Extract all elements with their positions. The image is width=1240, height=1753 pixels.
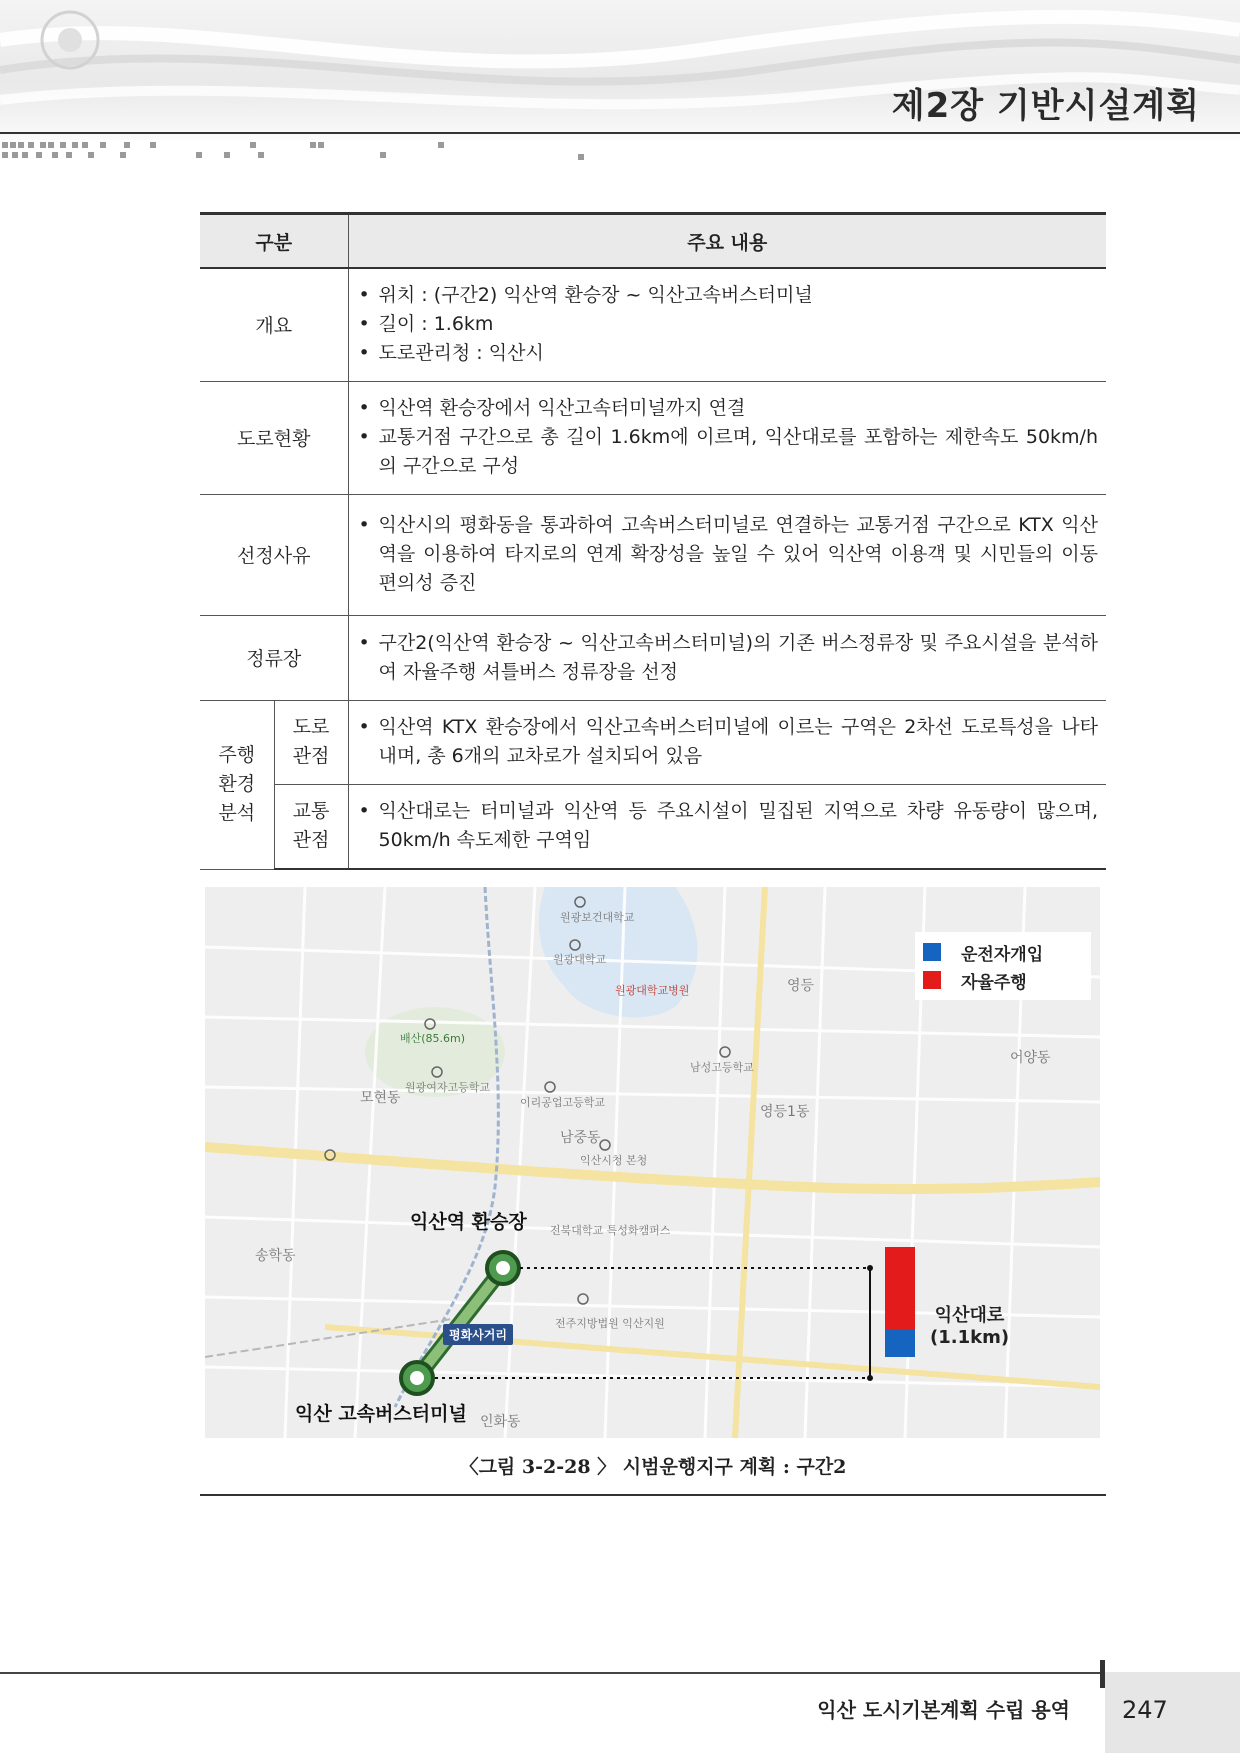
table-row-road-view (200, 700, 1106, 784)
place-label: 전주지방법원 익산지원 (555, 1317, 665, 1330)
place-label: 모현동 (360, 1090, 401, 1106)
row-label-road-status: 도로현황 (200, 381, 348, 494)
chapter-title: 제2장 기반시설계획 (891, 86, 1200, 126)
place-label: 배산(85.6m) (400, 1032, 466, 1045)
table-row-road-status (200, 381, 1106, 494)
plan-table (200, 212, 1106, 870)
page-header (0, 0, 1240, 140)
segment-label: 익산대로 (1.1km) (930, 1305, 1010, 1348)
map-legend (915, 932, 1091, 1000)
place-label: 영등 (787, 978, 815, 994)
place-label: 익산시청 본청 (580, 1154, 648, 1167)
list-item: • 익산역 환승장에서 익산고속터미널까지 연결 (355, 394, 1099, 423)
place-label: 인화동 (480, 1414, 521, 1430)
bar-driver-intervention (885, 1330, 915, 1358)
row-label-overview: 개요 (200, 268, 348, 381)
legend-item-driver: 운전자개입 (923, 938, 1083, 966)
row-label-driving-env: 주행 환경 분석 (200, 700, 274, 869)
header-dot-pattern (0, 140, 620, 164)
stop-label-station: 익산역 환승장 (410, 1211, 527, 1233)
place-label: 원광대학교 (553, 953, 607, 966)
route-map (205, 887, 1100, 1438)
intersection-badge: 평화사거리 (443, 1324, 513, 1345)
place-label: 송학동 (255, 1248, 296, 1264)
place-label: 어양동 (1010, 1050, 1051, 1066)
footer-title: 익산 도시기본계획 수립 용역 (817, 1698, 1070, 1722)
table-row-traffic-view (200, 784, 1106, 869)
row-label-selection-reason: 선정사유 (200, 494, 348, 615)
place-label: 남중동 (560, 1130, 601, 1146)
sub-label-traffic-view: 교통 관점 (274, 784, 348, 869)
page-number: 247 (1122, 1696, 1168, 1724)
legend-swatch-red (923, 971, 941, 989)
list-item: • 위치 : (구간2) 익산역 환승장 ~ 익산고속버스터미널 (355, 281, 1099, 310)
stop-label-terminal: 익산 고속버스터미널 (295, 1403, 467, 1425)
place-label: 원광보건대학교 (560, 911, 635, 924)
legend-swatch-blue (923, 943, 941, 961)
list-item: • 도로관리청 : 익산시 (355, 339, 1099, 368)
table-row-stops (200, 615, 1106, 700)
list-item: • 교통거점 구간으로 총 길이 1.6km에 이르며, 익산대로를 포함하는 제한속도 50km/h의 구간으로 구성 (355, 423, 1099, 481)
table-row-overview (200, 268, 1106, 381)
table-header-row (200, 214, 1106, 269)
list-item: • 익산대로는 터미널과 익산역 등 주요시설이 밀집된 지역으로 차량 유동량이 많으며, 50km/h 속도제한 구역임 (355, 797, 1099, 855)
place-label: 전북대학교 특성화캠퍼스 (550, 1224, 671, 1237)
caption-rule (200, 1494, 1106, 1496)
table-row-selection-reason (200, 494, 1106, 615)
footer-rule (0, 1672, 1102, 1674)
route-line (417, 1268, 503, 1378)
list-item: • 구간2(익산역 환승장 ~ 익산고속버스터미널)의 기존 버스정류장 및 주요시설을 분석하여 자율주행 셔틀버스 정류장을 선정 (355, 629, 1099, 687)
figure-caption: 〈그림 3-2-28 〉 시범운행지구 계획 : 구간2 (459, 1456, 847, 1478)
header-rule (0, 132, 1240, 134)
legend-item-autonomous: 자율주행 (923, 966, 1083, 994)
list-item: • 익산시의 평화동을 통과하여 고속버스터미널로 연결하는 교통거점 구간으로 KTX 익산역을 이용하여 타지로의 연계 확장성을 높일 수 있어 익산역 이용객 및 시민들의 이동 편의성 증진 (355, 511, 1099, 598)
list-item: • 길이 : 1.6km (355, 310, 1099, 339)
header-content: 주요 내용 (348, 214, 1106, 269)
place-label: 원광여자고등학교 (405, 1081, 491, 1094)
place-label: 원광대학교병원 (615, 984, 690, 997)
place-label: 영등1동 (760, 1104, 810, 1120)
row-label-stops: 정류장 (200, 615, 348, 700)
bar-autonomous (885, 1247, 915, 1330)
place-label: 이리공업고등학교 (520, 1096, 606, 1109)
header-category: 구분 (200, 214, 348, 269)
place-label: 남성고등학교 (690, 1061, 754, 1074)
sub-label-road-view: 도로 관점 (274, 700, 348, 784)
list-item: • 익산역 KTX 환승장에서 익산고속버스터미널에 이르는 구역은 2차선 도로특성을 나타내며, 총 6개의 교차로가 설치되어 있음 (355, 713, 1099, 771)
